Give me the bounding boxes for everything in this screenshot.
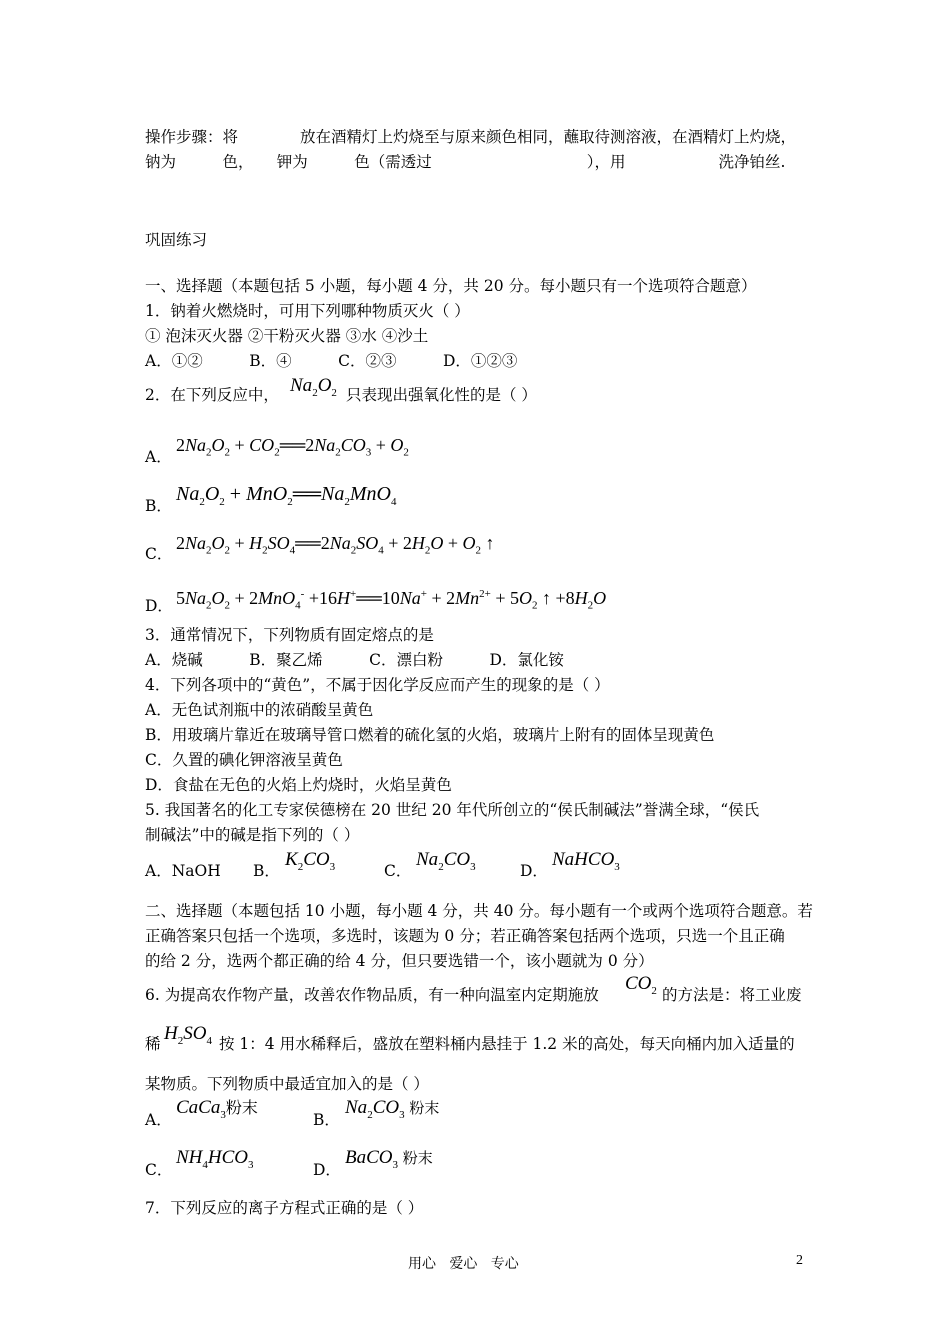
q3-stem: 3．通常情况下，下列物质有固定熔点的是: [145, 626, 434, 644]
q2-equation-b: $Na_2O_2$ + $MnO_2══Na_2MnO_4$: [176, 483, 397, 508]
q2-equation-c: $2Na_2O_2$ + $H_2SO_4══2Na_2SO_4 + 2H_2O + O_2$ ↑: [176, 533, 495, 557]
q4-option-a: A．无色试剂瓶中的浓硝酸呈黄色: [145, 701, 374, 719]
q5-option-d: D．: [520, 862, 548, 880]
q6-line-2-pre: 稀: [145, 1035, 161, 1053]
q1-sub: ① 泡沫灭火器 ②干粉灭火器 ③水 ④沙土: [145, 327, 429, 345]
q2-stem-post: 只表现出强氧化性的是（ ）: [346, 386, 537, 404]
q6-formula-d: BaCO$_3$ 粉末: [345, 1147, 433, 1171]
q6-option-d: D．: [313, 1161, 341, 1179]
q1-stem: 1．钠着火燃烧时，可用下列哪种物质灭火（ ）: [145, 302, 470, 320]
q4-option-d: D．食盐在无色的火焰上灼烧时，火焰呈黄色: [145, 776, 452, 794]
q5-option-c: C．: [384, 862, 412, 880]
part1-header: 一、选择题（本题包括 5 小题，每小题 4 分，共 20 分。每小题只有一个选项符合题意）: [145, 277, 757, 295]
q6-formula-a: CaCa$_3$粉末: [176, 1097, 258, 1121]
q1-options: A．①② B．④ C．②③ D．①②③: [145, 352, 518, 370]
q2-equation-a: $2Na_2O_2$ + $CO_2══2Na_2CO_3 + O_2$: [176, 435, 409, 459]
q5-formula-d: NaHCO$_3$: [552, 849, 620, 873]
q2-label-b: B．: [145, 497, 172, 515]
q2-label-c: C．: [145, 545, 173, 563]
q5-stem-2: 制碱法”中的碱是指下列的（ ）: [145, 826, 360, 844]
q4-option-c: C．久置的碘化钾溶液呈黄色: [145, 751, 343, 769]
q4-stem: 4．下列各项中的“黄色”，不属于因化学反应而产生的现象的是（ ）: [145, 676, 610, 694]
q6-formula-c: $NH_4HCO_3$: [176, 1147, 254, 1171]
q6-line-1-pre: 6. 为提高农作物产量，改善农作物品质，有一种向温室内定期施放: [145, 986, 599, 1004]
q2-label-a: A．: [145, 448, 172, 466]
q3-options: A．烧碱 B．聚乙烯 C．漂白粉 D．氯化铵: [145, 651, 564, 669]
q2-stem-pre: 2．在下列反应中，: [145, 386, 279, 404]
section-heading: 巩固练习: [145, 231, 208, 249]
q6-line-1-post: 的方法是：将工业废: [662, 986, 802, 1004]
q5-option-a: A．NaOH: [145, 862, 221, 880]
q2-equation-d: $5Na_2O_2 + 2MnO_4^-$ +16H+══10Na+ + $2Mn^{2+} + 5O_2$ ↑ $+8H_2O$: [176, 588, 607, 612]
q5-formula-c: $Na_2CO_3$: [416, 849, 476, 873]
q6-line-2-post: 按 1：4 用水稀释后，盛放在塑料桶内悬挂于 1.2 米的高处，每天向桶内加入适量的: [219, 1035, 795, 1053]
q2-label-d: D．: [145, 597, 173, 615]
q5-formula-b: $K_2CO_3$: [285, 849, 336, 873]
q5-stem-1: 5. 我国著名的化工专家侯德榜在 20 世纪 20 年代所创立的“侯氏制碱法”誉满全球，“侯氏: [145, 801, 760, 819]
q7-stem: 7．下列反应的离子方程式正确的是（ ）: [145, 1199, 424, 1217]
part2-header-2: 正确答案只包括一个选项，多选时，该题为 0 分；若正确答案包括两个选项，只选一个且正确: [145, 927, 785, 945]
q2-formula: $Na_2O_2$: [290, 375, 337, 399]
q4-option-b: B．用玻璃片靠近在玻璃导管口燃着的硫化氢的火焰，玻璃片上附有的固体呈现黄色: [145, 726, 715, 744]
q6-co2-formula: $CO_2$: [625, 973, 657, 997]
q6-option-c: C．: [145, 1161, 173, 1179]
page-number: 2: [796, 1253, 803, 1268]
q6-option-b: B．: [313, 1111, 340, 1129]
q5-option-b: B．: [253, 862, 280, 880]
footer-motto: 用心 爱心 专心: [408, 1256, 519, 1272]
part2-header-1: 二、选择题（本题包括 10 小题，每小题 4 分，共 40 分。每小题有一个或两个选项符合题意。若: [145, 902, 813, 920]
intro-line-1: 操作步骤：将 放在酒精灯上灼烧至与原来颜色相同，蘸取待测溶液，在酒精灯上灼烧，: [145, 128, 797, 146]
intro-line-2: 钠为 色， 钾为 色（需透过 ），用 洗净铂丝.: [145, 153, 786, 171]
q6-line-3: 某物质。下列物质中最适宜加入的是（ ）: [145, 1075, 429, 1093]
part2-header-3: 的给 2 分，选两个都正确的给 4 分，但只要选错一个，该小题就为 0 分）: [145, 952, 654, 970]
q6-formula-b: $Na_2CO_3$ 粉末: [345, 1097, 440, 1121]
q6-h2so4-formula: $H_2SO_4$: [164, 1023, 212, 1047]
q6-option-a: A．: [145, 1111, 172, 1129]
